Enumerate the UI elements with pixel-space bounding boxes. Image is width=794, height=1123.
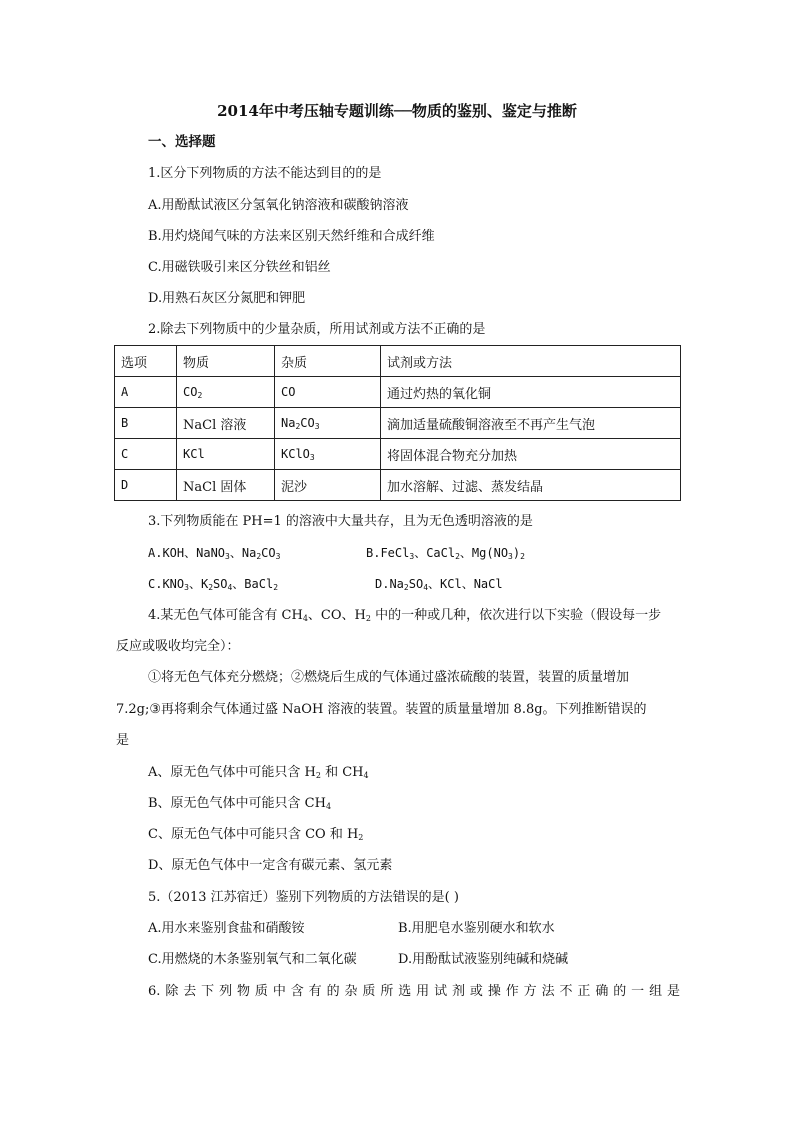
q1-option-a: A.用酚酞试液区分氢氧化钠溶液和碳酸钠溶液 <box>148 198 409 213</box>
formula-subscript: 3 <box>184 583 189 592</box>
table-row <box>115 408 681 439</box>
formula-subscript: 2 <box>256 552 262 561</box>
q5-option-b: B.用肥皂水鉴别硬水和软水 <box>398 921 555 936</box>
formula-text: KClO <box>281 447 310 461</box>
q4-stem-line-3: ①将无色气体充分燃烧；②燃烧后生成的气体通过盛浓硫酸的装置，装置的质量增加 <box>148 670 630 685</box>
formula-subscript: 3 <box>309 453 315 462</box>
q1-option-b: B.用灼烧闻气味的方法来区别天然纤维和合成纤维 <box>148 229 435 244</box>
formula-subscript: 2 <box>295 422 301 431</box>
formula-text: 和 CH <box>320 765 364 780</box>
table-header-cell: 试剂或方法 <box>381 346 681 377</box>
q6-stem: 6.除去下列物质中含有的杂质所选用试剂或操作方法不正确的一组是 <box>148 984 680 999</box>
formula-subscript: 3 <box>314 422 320 431</box>
formula-text: 中的一种或几种，依次进行以下实验（假设每一步 <box>370 608 662 623</box>
q1-option-c: C.用磁铁吸引来区分铁丝和铝丝 <box>148 260 331 275</box>
q4-option-a <box>148 766 369 779</box>
formula-text: C、原无色气体中可能只含 CO 和 H <box>148 827 359 842</box>
formula-subscript: 2 <box>520 552 525 561</box>
formula-subscript: 4 <box>325 802 332 811</box>
q4-option-c <box>148 828 363 841</box>
table-header-row <box>115 346 681 377</box>
formula-subscript: 2 <box>273 583 279 592</box>
formula-text: 、Na <box>229 546 257 560</box>
table-cell-method: 加水溶解、过滤、蒸发结晶 <box>381 470 681 501</box>
formula-text: 、KCl、NaCl <box>428 577 503 591</box>
q3-option-b <box>366 547 525 559</box>
table-cell-substance: NaCl 溶液 <box>177 408 275 439</box>
formula-text: A.KOH、NaNO <box>148 546 226 560</box>
q3-stem: 3.下列物质能在 PH=1 的溶液中大量共存，且为无色透明溶液的是 <box>148 514 533 529</box>
q1-stem: 1.区分下列物质的方法不能达到目的的是 <box>148 166 382 181</box>
formula-text: C.KNO <box>148 577 185 591</box>
q3-option-d <box>375 578 503 590</box>
table-cell-impurity: CO <box>275 377 381 408</box>
formula-subscript: 2 <box>455 552 460 561</box>
table-header-cell: 选项 <box>115 346 177 377</box>
q2-stem: 2.除去下列物质中的少量杂质，所用试剂或方法不正确的是 <box>148 322 486 337</box>
formula-text: 4.某无色气体可能含有 CH <box>148 608 303 623</box>
table-row <box>115 439 681 470</box>
table-row <box>115 377 681 408</box>
formula-subscript: 4 <box>302 614 308 623</box>
formula-text: 、BaCl <box>232 577 274 591</box>
table-cell-method: 将固体混合物充分加热 <box>381 439 681 470</box>
section-heading: 一、选择题 <box>148 134 216 150</box>
table-cell-method: 通过灼热的氧化铜 <box>381 377 681 408</box>
q4-stem-line-5: 是 <box>116 733 130 748</box>
formula-text: SO <box>213 577 228 591</box>
q3-option-c <box>148 578 278 590</box>
q4-stem-line-1 <box>148 609 661 622</box>
table-cell-impurity <box>275 439 381 470</box>
formula-text: 、Mg(NO <box>459 546 509 560</box>
table-header-cell: 物质 <box>177 346 275 377</box>
formula-subscript: 2 <box>208 583 214 592</box>
q5-option-a: A.用水来鉴别食盐和硝酸铵 <box>148 921 305 936</box>
formula-text: B.FeCl <box>366 546 410 560</box>
document-title: 2014年中考压轴专题训练──物质的鉴别、鉴定与推断 <box>217 102 577 120</box>
q2-table <box>114 345 681 501</box>
formula-subscript: 2 <box>365 614 371 623</box>
formula-text: 、CaCl <box>414 546 456 560</box>
formula-text: A、原无色气体中可能只含 H <box>148 765 316 780</box>
formula-text: 、CO、H <box>307 608 366 623</box>
q5-option-c: C.用燃烧的木条鉴别氧气和二氧化碳 <box>148 952 357 967</box>
formula-text: CO <box>300 416 315 430</box>
table-cell-option: A <box>115 377 177 408</box>
formula-subscript: 4 <box>363 771 369 780</box>
q1-option-d: D.用熟石灰区分氮肥和钾肥 <box>148 291 306 306</box>
formula-text: B、原无色气体中可能只含 CH <box>148 796 326 811</box>
table-cell-substance: KCl <box>177 439 275 470</box>
q4-stem-line-2: 反应或吸收均完全）： <box>116 639 240 654</box>
table-cell-substance: NaCl 固体 <box>177 470 275 501</box>
q5-stem: 5.（2013 江苏宿迁）鉴别下列物质的方法错误的是( ) <box>148 890 459 905</box>
table-cell-substance <box>177 377 275 408</box>
formula-subscript: 2 <box>315 771 321 780</box>
q3-option-a <box>148 547 280 559</box>
formula-subscript: 3 <box>225 552 230 561</box>
table-cell-impurity <box>275 408 381 439</box>
formula-subscript: 4 <box>423 583 429 592</box>
table-header-cell: 杂质 <box>275 346 381 377</box>
formula-subscript: 3 <box>409 552 415 561</box>
formula-text: ) <box>512 546 521 560</box>
q4-option-d: D、原无色气体中一定含有碳元素、氢元素 <box>148 858 393 873</box>
table-cell-option: B <box>115 408 177 439</box>
table-row <box>115 470 681 501</box>
formula-text: Na <box>281 416 296 430</box>
formula-text: 、K <box>188 577 209 591</box>
formula-subscript: 2 <box>358 833 364 842</box>
formula-subscript: 2 <box>197 391 203 400</box>
formula-subscript: 2 <box>403 583 409 592</box>
table-cell-method: 滴加适量硫酸铜溶液至不再产生气泡 <box>381 408 681 439</box>
formula-subscript: 3 <box>275 552 281 561</box>
table-cell-option: D <box>115 470 177 501</box>
q5-option-d: D.用酚酞试液鉴别纯碱和烧碱 <box>398 952 569 967</box>
table-cell-option: C <box>115 439 177 470</box>
formula-text: CO <box>261 546 276 560</box>
table-cell-impurity: 泥沙 <box>275 470 381 501</box>
formula-text: CO <box>183 385 198 399</box>
q4-option-b <box>148 797 331 810</box>
formula-subscript: 4 <box>227 583 233 592</box>
formula-text: D.Na <box>375 577 404 591</box>
formula-text: SO <box>408 577 424 591</box>
q4-stem-line-4: 7.2g;③再将剩余气体通过盛 NaOH 溶液的装置。装置的质量量增加 8.8g。下列推断错误的 <box>116 702 647 717</box>
formula-subscript: 3 <box>508 552 513 561</box>
